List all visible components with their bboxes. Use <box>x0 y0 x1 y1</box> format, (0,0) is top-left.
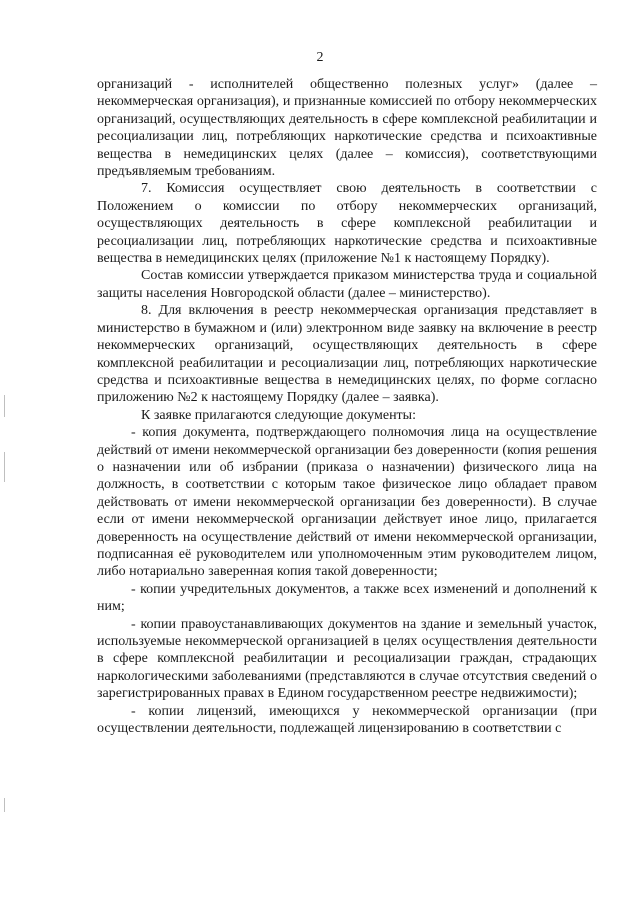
scan-margin-mark <box>4 395 5 417</box>
paragraph-commission-composition: Состав комиссии утверждается приказом министерства труда и социальной защиты населения Новгородской области (далее – министерство). <box>97 268 597 301</box>
paragraph-documents-intro: К заявке прилагаются следующие документы: <box>141 407 416 423</box>
list-item-founding-documents: - копии учредительных документов, а также всех изменений и дополнений к ним; <box>97 581 597 615</box>
paragraph-item-7: 7. Комиссия осуществляет свою деятельность в соответствии с Положением о комиссии по отбору некоммерческих организаций, осуществляющих деятельность в сфере комплексной реабилитации и ресоциализации лиц, потребляющих наркотические средства и психоактивные вещества в немедицинских целях (приложение №1 к настоящему Порядку). <box>97 181 597 267</box>
scan-margin-mark <box>4 452 5 482</box>
paragraph-item-8: 8. Для включения в реестр некоммерческая организация представляет в министерство в бумажном и (или) электронном виде заявку на включение в реестр некоммерческих организаций, осуществляющих деятельность в сфере комплексной реабилитации и ресоциализации лиц, потребляющих наркотические средства и психоактивные вещества в немедицинских целях, по форме согласно приложению №2 к настоящему Порядку (далее – заявка). <box>97 303 597 406</box>
list-item-licenses: - копии лицензий, имеющихся у некоммерческой организации (при осуществлении деятельности, подлежащей лицензированию в соответствии с <box>97 703 597 737</box>
list-item-property-documents: - копии правоустанавливающих документов на здание и земельный участок, используемые некоммерческой организацией в целях осуществления деятельности в сфере комплексной реабилитации и ресоциализации граждан, страдающих наркологическими заболеваниями (представляются в случае отсутствия сведений о зарегистрированных правах в Едином государственном реестре недвижимости); <box>97 616 597 702</box>
scan-margin-mark <box>4 798 5 812</box>
page-number: 2 <box>316 50 324 65</box>
list-item-authority-document: - копия документа, подтверждающего полномочия лица на осуществление действий от имени некоммерческой организации без доверенности (копия решения о назначении или об избрании (приказа о назначении) физического лица на должность, в соответствии с которым такое физическое лицо обладает правом действовать от имени некоммерческой организации без доверенности). В случае если от имени некоммерческой организации действует иное лицо, прилагается доверенность на осуществление действий от имени некоммерческой организации, подписанная её руководителем или уполномоченным этим руководителем лицом, либо нотариально заверенная копия такой доверенности; <box>97 425 597 580</box>
paragraph-continuation: организаций - исполнителей общественно полезных услуг» (далее – некоммерческая организация), и признанные комиссией по отбору некоммерческих организаций, осуществляющих деятельность в сфере комплексной реабилитации и ресоциализации лиц, потребляющих наркотические средства и психоактивные вещества в немедицинских целях (далее – комиссия), соответствующими предъявляемым требованиям. <box>97 77 597 180</box>
document-body <box>97 76 597 737</box>
